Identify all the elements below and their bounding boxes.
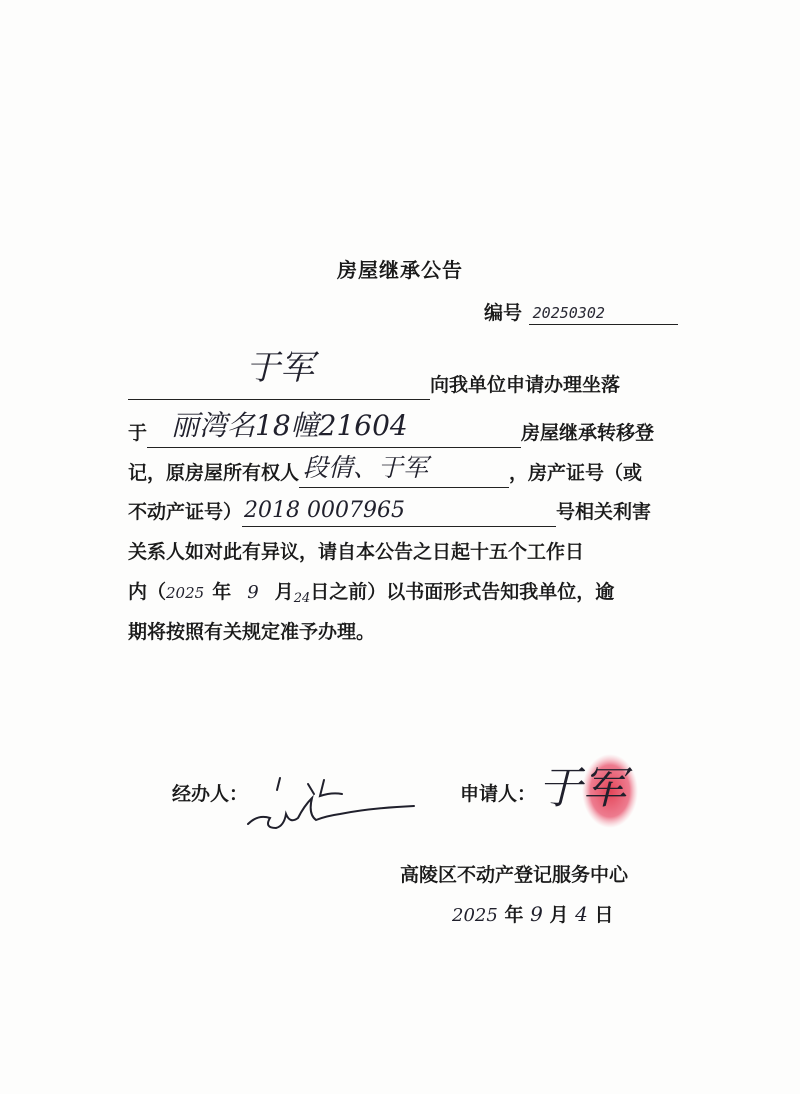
body-line-7: 期将按照有关规定准予办理。 (128, 621, 376, 643)
line6-rest: 日之前）以书面形式告知我单位，逾 (310, 581, 615, 603)
signing-date (452, 900, 613, 927)
line4-prefix: 不动产证号） (128, 501, 243, 523)
serial-value: 20250302 (529, 302, 678, 325)
body-line-2 (128, 409, 688, 448)
body-line-3 (128, 453, 688, 488)
date-month-char: 月 (549, 904, 569, 926)
line2-prefix: 于 (128, 422, 148, 444)
cert-handwritten: 2018 0007965 (244, 498, 405, 523)
body-line-1 (128, 348, 688, 400)
owners-handwritten: 段倩、于军 (303, 453, 429, 482)
deadline-month: 9 (247, 582, 259, 603)
date-month: 9 (530, 902, 543, 926)
line1-text: 向我单位申请办理坐落 (430, 374, 621, 396)
organization-name: 高陵区不动产登记服务中心 (400, 864, 629, 886)
applicant-handwritten: 于军 (246, 348, 314, 388)
handler-label: 经办人： (172, 783, 249, 805)
line2-suffix: 房屋继承转移登 (521, 422, 655, 444)
deadline-year: 2025 (166, 584, 205, 602)
cert-blank (242, 498, 556, 527)
line3-prefix: 记，原房屋所有权人 (128, 462, 300, 484)
deadline-month-char: 月 (274, 581, 294, 603)
serial-label: 编号 (484, 302, 523, 324)
date-year-char: 年 (504, 904, 524, 926)
address-handwritten: 丽湾名18幢21604 (171, 409, 408, 442)
body-line-4 (128, 497, 688, 527)
deadline-year-char: 年 (212, 581, 232, 603)
date-day-char: 日 (594, 904, 614, 926)
owners-blank (299, 453, 509, 488)
document-title: 房屋继承公告 (337, 258, 463, 282)
applicant-blank (128, 348, 430, 400)
line6-open: 内（ (128, 581, 167, 603)
serial-number (484, 298, 678, 325)
handler-signature (240, 772, 430, 836)
applicant-signature: 于军 (538, 763, 626, 814)
line3-suffix: ，房产证号（或 (509, 462, 643, 484)
applicant-label: 申请人： (460, 783, 537, 805)
body-line-6 (128, 577, 688, 607)
address-blank (147, 409, 521, 448)
deadline-day: 24 (293, 591, 311, 606)
body-line-5: 关系人如对此有异议，请自本公告之日起十五个工作日 (128, 541, 585, 563)
date-year: 2025 (452, 905, 498, 926)
date-day: 4 (575, 902, 588, 926)
line4-suffix: 号相关利害 (556, 501, 652, 523)
